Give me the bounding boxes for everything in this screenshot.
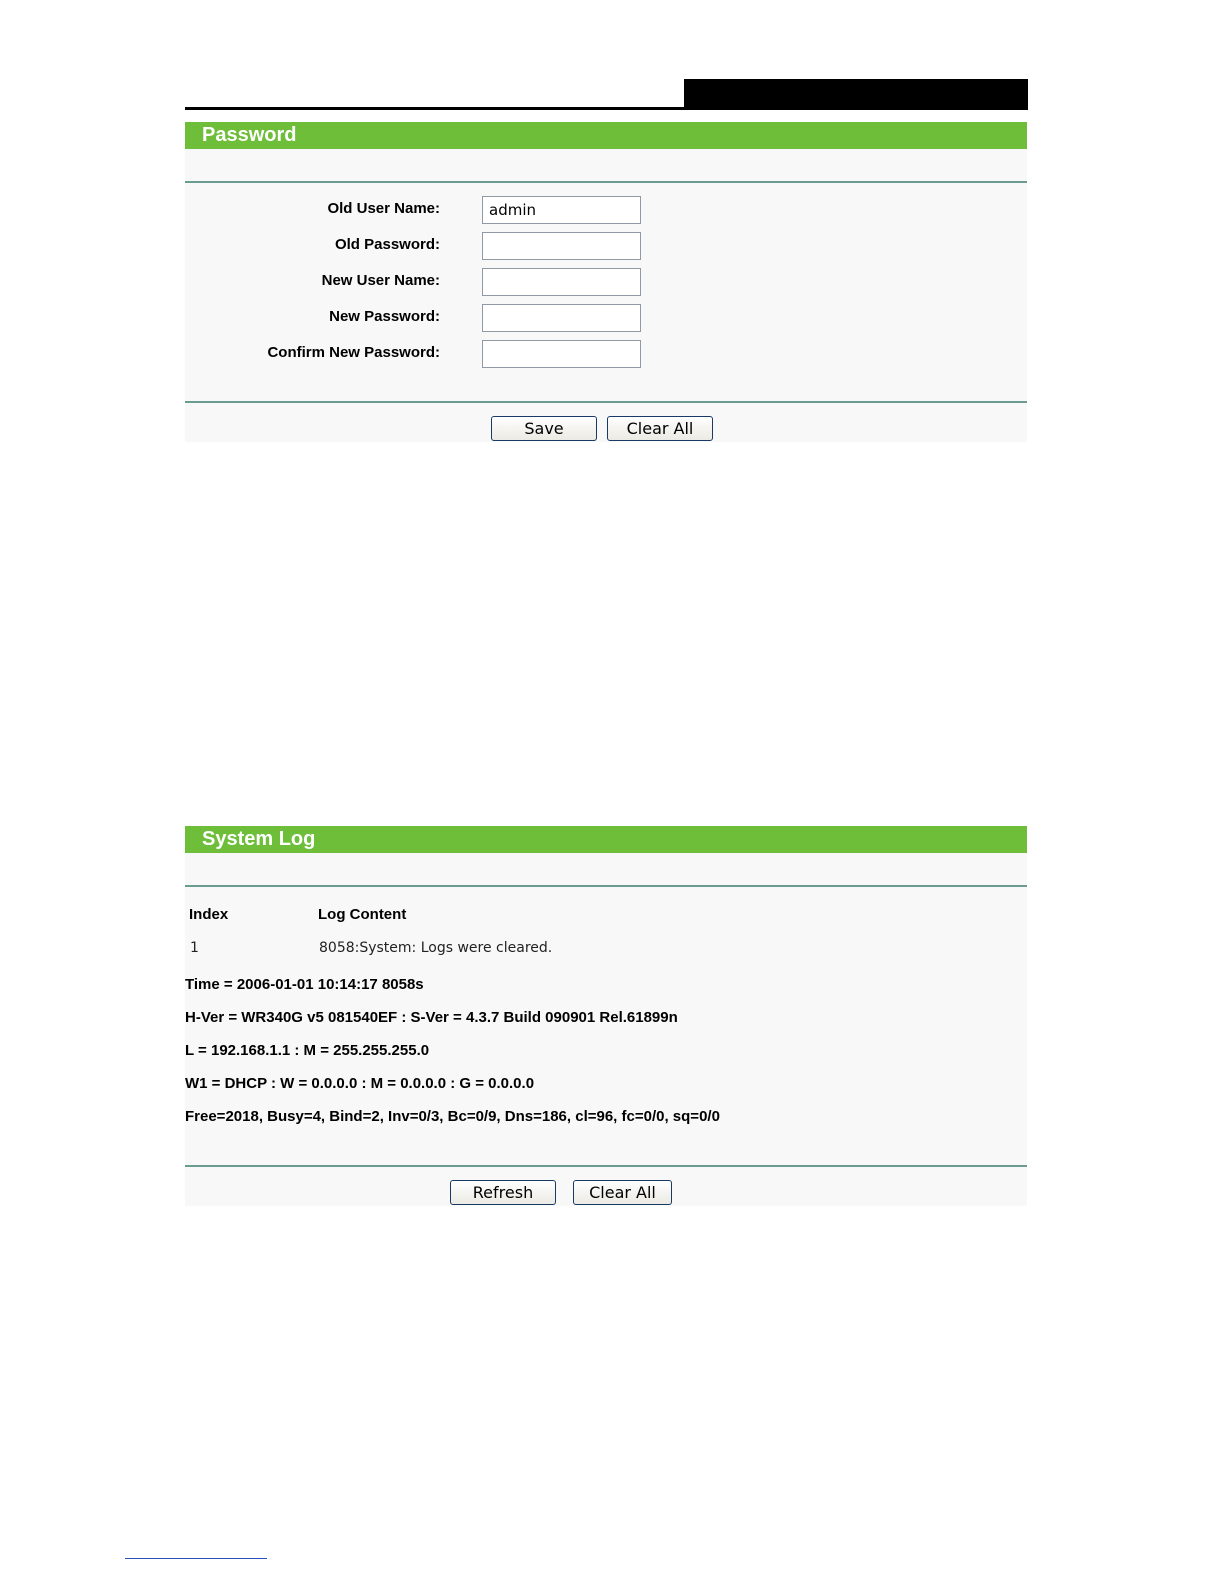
confirm-new-password-label: Confirm New Password: <box>267 344 440 361</box>
old-password-input[interactable] <box>482 232 641 260</box>
password-panel-title: Password <box>185 122 1027 149</box>
system-log-panel <box>185 852 1027 1206</box>
log-content-header: Log Content <box>318 906 407 923</box>
confirm-new-password-input[interactable] <box>482 340 641 368</box>
system-log-bottom-divider <box>185 1165 1027 1167</box>
new-password-input[interactable] <box>482 304 641 332</box>
new-password-label: New Password: <box>329 308 440 325</box>
log-row-content: 8058:System: Logs were cleared. <box>319 940 553 956</box>
system-log-panel-title: System Log <box>185 826 1027 853</box>
status-lan: L = 192.168.1.1 : M = 255.255.255.0 <box>185 1042 430 1059</box>
log-row-index: 1 <box>190 940 199 956</box>
log-clear-all-button[interactable]: Clear All <box>573 1180 672 1205</box>
refresh-button[interactable]: Refresh <box>450 1180 556 1205</box>
new-user-name-input[interactable] <box>482 268 641 296</box>
status-time: Time = 2006-01-01 10:14:17 8058s <box>185 976 424 993</box>
log-index-header: Index <box>189 906 229 923</box>
new-user-name-label: New User Name: <box>321 272 440 289</box>
old-user-name-label: Old User Name: <box>327 200 440 217</box>
old-password-label: Old Password: <box>334 236 440 253</box>
save-button[interactable]: Save <box>491 416 597 441</box>
status-wan: W1 = DHCP : W = 0.0.0.0 : M = 0.0.0.0 : G = 0.0.0.0 <box>185 1075 535 1092</box>
page-header-block <box>684 79 1028 109</box>
password-top-divider <box>185 181 1027 183</box>
old-user-name-input[interactable] <box>482 196 641 224</box>
password-clear-all-button[interactable]: Clear All <box>607 416 713 441</box>
password-bottom-divider <box>185 401 1027 403</box>
system-log-top-divider <box>185 885 1027 887</box>
footer-link-underline <box>125 1558 267 1559</box>
status-version: H-Ver = WR340G v5 081540EF : S-Ver = 4.3.7 Build 090901 Rel.61899n <box>185 1009 678 1026</box>
status-resources: Free=2018, Busy=4, Bind=2, Inv=0/3, Bc=0/9, Dns=186, cl=96, fc=0/0, sq=0/0 <box>185 1108 720 1125</box>
